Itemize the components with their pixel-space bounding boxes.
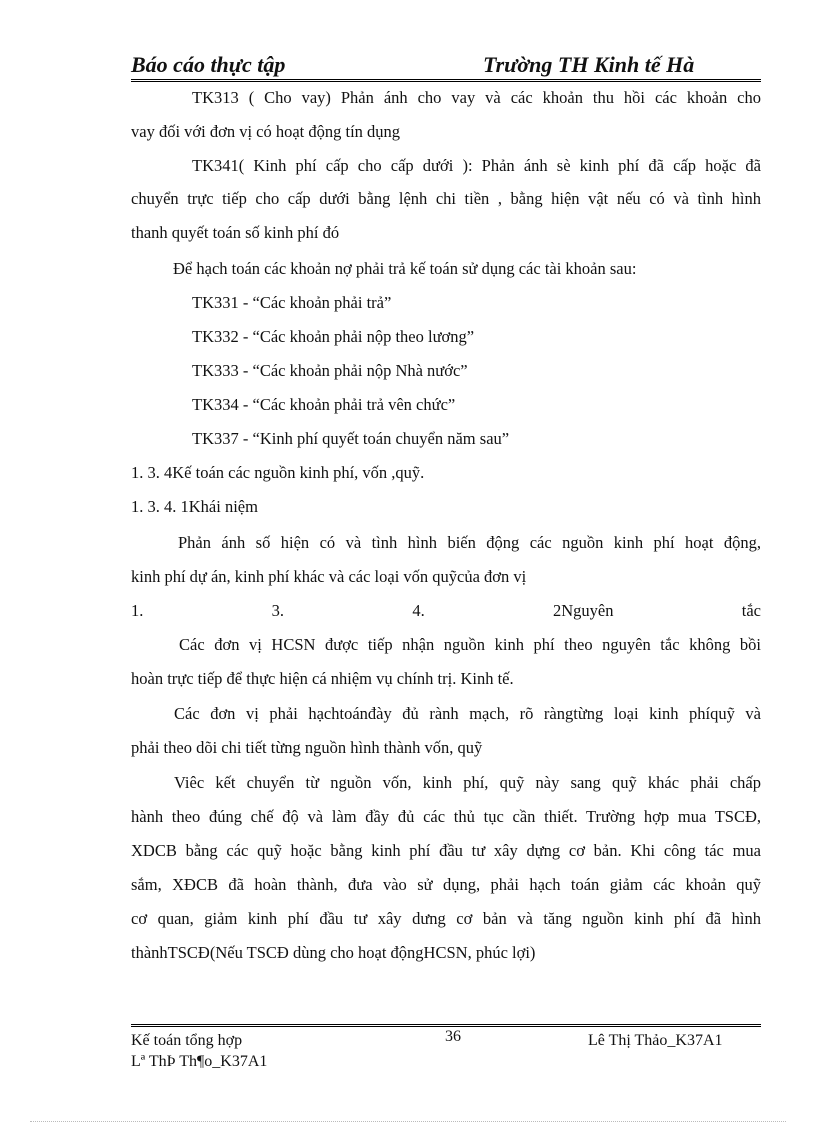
paragraph-line: thanh quyết toán số kinh phí đó bbox=[131, 223, 340, 242]
account-item: TK334 - “Các khoản phải trả vên chức” bbox=[192, 395, 456, 414]
account-item: TK332 - “Các khoản phải nộp theo lương” bbox=[192, 327, 475, 346]
account-item: TK337 - “Kinh phí quyết toán chuyển năm sau” bbox=[192, 429, 510, 448]
paragraph-line: chuyển trực tiếp cho cấp dưới bằng lệnh chi tiền , bằng hiện vật nếu có và tình hình bbox=[131, 189, 761, 208]
paragraph-line: TK313 ( Cho vay) Phản ánh cho vay và các khoản thu hồi các khoản cho bbox=[192, 88, 761, 107]
heading-part: 1. bbox=[131, 601, 144, 620]
footer-left: Kế toán tổng hợp bbox=[131, 1032, 243, 1049]
page-header bbox=[131, 52, 761, 82]
footer-author: Lê Thị Thảo_K37A1 bbox=[588, 1032, 723, 1049]
paragraph-line: thànhTSCĐ(Nếu TSCĐ dùng cho hoạt độngHCSN, phúc lợi) bbox=[131, 943, 536, 962]
heading-part: 3. bbox=[271, 601, 285, 620]
paragraph-line: XDCB bằng các quỹ hoặc bằng kinh phí đầu tư xây dựng cơ bản. Khi công tác mua bbox=[131, 841, 761, 860]
heading-part: 2Nguyên bbox=[552, 601, 614, 620]
page-number: 36 bbox=[445, 1028, 461, 1045]
paragraph-line: vay đối với đơn vị có hoạt động tín dụng bbox=[131, 122, 401, 141]
account-item: TK333 - “Các khoản phải nộp Nhà nước” bbox=[192, 361, 468, 380]
section-heading: 1. 3. 4. 1Khái niệm bbox=[131, 497, 258, 516]
paragraph-line: sắm, XĐCB đã hoàn thành, đưa vào sử dụng, phải hạch toán giảm các khoản quỹ bbox=[131, 875, 761, 894]
paragraph-line: Để hạch toán các khoản nợ phải trả kế toán sử dụng các tài khoản sau: bbox=[173, 259, 637, 278]
paragraph-line: cơ quan, giảm kinh phí đầu tư xây dưng cơ bản và tăng nguồn kinh phí đã hình bbox=[131, 909, 761, 928]
header-rule bbox=[131, 79, 761, 82]
paragraph-line: hoàn trực tiếp để thực hiện cá nhiệm vụ chính trị. Kinh tế. bbox=[131, 669, 514, 688]
header-school-name: Trường TH Kinh tế Hà bbox=[483, 52, 695, 77]
heading-part: tắc bbox=[741, 601, 761, 620]
footer-garbled-author: Lª ThÞ Th¶o_K37A1 bbox=[131, 1053, 268, 1070]
paragraph-line: Phản ánh số hiện có và tình hình biến động các nguồn kinh phí hoạt động, bbox=[178, 533, 761, 552]
account-item: TK331 - “Các khoản phải trả” bbox=[192, 293, 392, 312]
paragraph-line: kinh phí dự án, kinh phí khác và các loại vốn quỹcủa đơn vị bbox=[131, 567, 527, 586]
section-heading: 1. 3. 4Kế toán các nguồn kinh phí, vốn ,quỹ. bbox=[131, 463, 425, 482]
header-report-title: Báo cáo thực tập bbox=[131, 52, 286, 77]
paragraph-line: Viêc kết chuyển từ nguồn vốn, kinh phí, quỹ này sang quỹ khác phải chấp bbox=[174, 773, 761, 792]
paragraph-line: hành theo đúng chế độ và làm đầy đủ các thủ tục cần thiết. Trường hợp mua TSCĐ, bbox=[131, 807, 761, 826]
page-edge-line bbox=[30, 1121, 786, 1122]
paragraph-line: phải theo dõi chi tiết từng nguồn hình thành vốn, quỹ bbox=[131, 738, 483, 757]
paragraph-line: TK341( Kinh phí cấp cho cấp dưới ): Phản ánh sè kinh phí đã cấp hoặc đã bbox=[192, 156, 761, 175]
paragraph-line: Các đơn vị phải hạchtoánđày đủ rành mạch, rõ ràngtừng loại kinh phíquỹ và bbox=[174, 704, 761, 723]
section-heading-1342 bbox=[131, 600, 761, 622]
heading-part: 4. bbox=[412, 601, 425, 620]
paragraph-line: Các đơn vị HCSN được tiếp nhận nguồn kinh phí theo nguyên tắc không bồi bbox=[179, 635, 761, 654]
